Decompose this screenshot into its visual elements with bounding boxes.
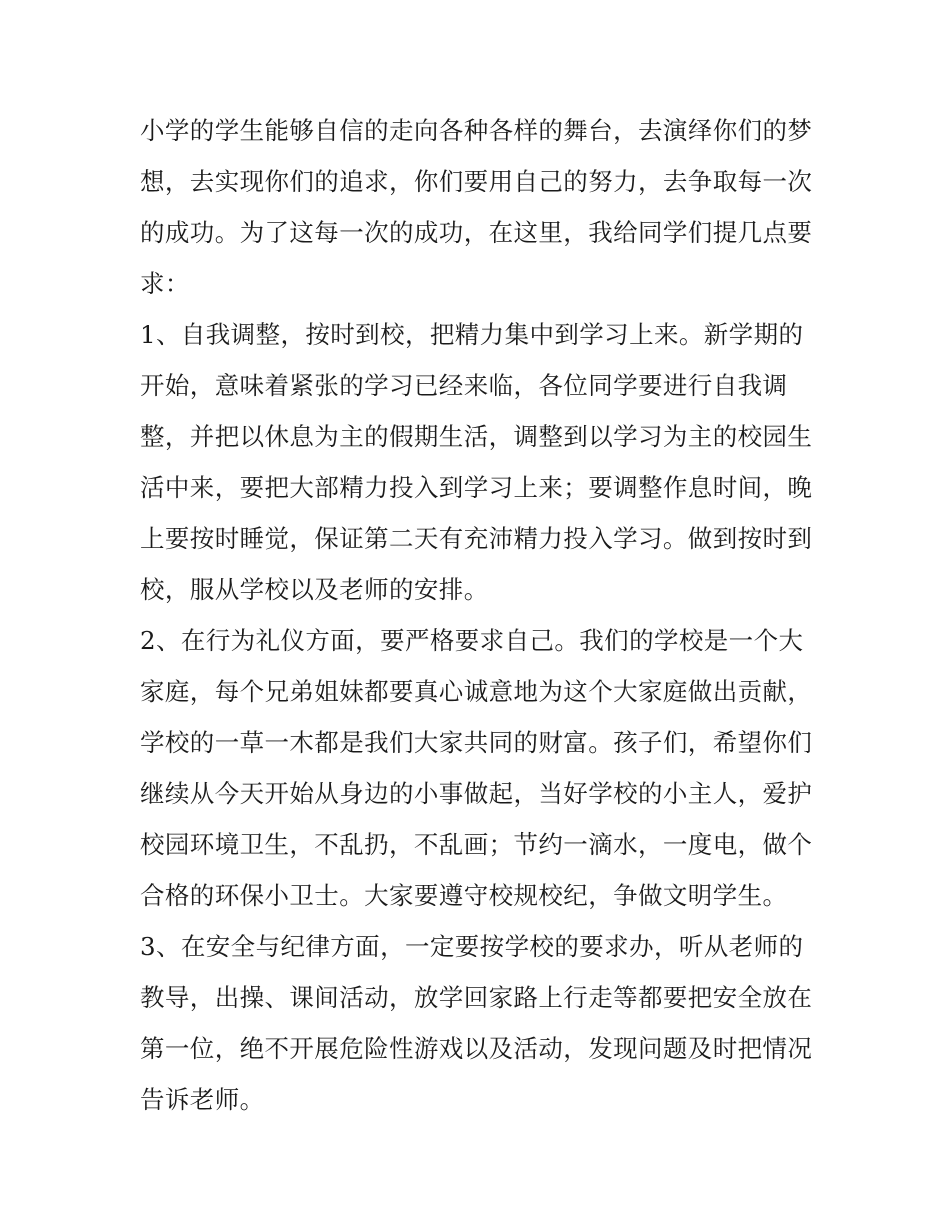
text-line: 想，去实现你们的追求，你们要用自己的努力，去争取每一次 — [140, 167, 813, 196]
text-line: 告诉老师。 — [140, 1085, 265, 1114]
text-line: 开始，意味着紧张的学习已经来临，各位同学要进行自我调 — [140, 371, 788, 400]
text-line: 整，并把以休息为主的假期生活，调整到以学习为主的校园生 — [140, 422, 813, 451]
text-line: 的成功。为了这每一次的成功，在这里，我给同学们提几点要 — [140, 218, 813, 247]
text-line: 校园环境卫生，不乱扔，不乱画；节约一滴水，一度电，做个 — [140, 830, 813, 859]
text-line: 小学的学生能够自信的走向各种各样的舞台，去演绎你们的梦 — [140, 116, 813, 145]
text-line: 继续从今天开始从身边的小事做起，当好学校的小主人，爱护 — [140, 779, 813, 808]
text-line: 学校的一草一木都是我们大家共同的财富。孩子们，希望你们 — [140, 728, 813, 757]
text-line: 1、自我调整，按时到校，把精力集中到学习上来。新学期的 — [140, 320, 804, 349]
text-line: 3、在安全与纪律方面，一定要按学校的要求办，听从老师的 — [140, 932, 804, 961]
text-line: 求： — [140, 269, 190, 298]
text-line: 上要按时睡觉，保证第二天有充沛精力投入学习。做到按时到 — [140, 524, 813, 553]
text-line: 合格的环保小卫士。大家要遵守校规校纪，争做文明学生。 — [140, 881, 788, 910]
text-line: 家庭，每个兄弟姐妹都要真心诚意地为这个大家庭做出贡献， — [140, 677, 813, 706]
text-line: 2、在行为礼仪方面，要严格要求自己。我们的学校是一个大 — [140, 626, 804, 655]
text-line: 第一位，绝不开展危险性游戏以及活动，发现问题及时把情况 — [140, 1034, 813, 1063]
text-line: 校，服从学校以及老师的安排。 — [140, 575, 489, 604]
text-line: 教导，出操、课间活动，放学回家路上行走等都要把安全放在 — [140, 983, 813, 1012]
text-line: 活中来，要把大部精力投入到学习上来；要调整作息时间，晚 — [140, 473, 813, 502]
document-body — [140, 105, 820, 1125]
